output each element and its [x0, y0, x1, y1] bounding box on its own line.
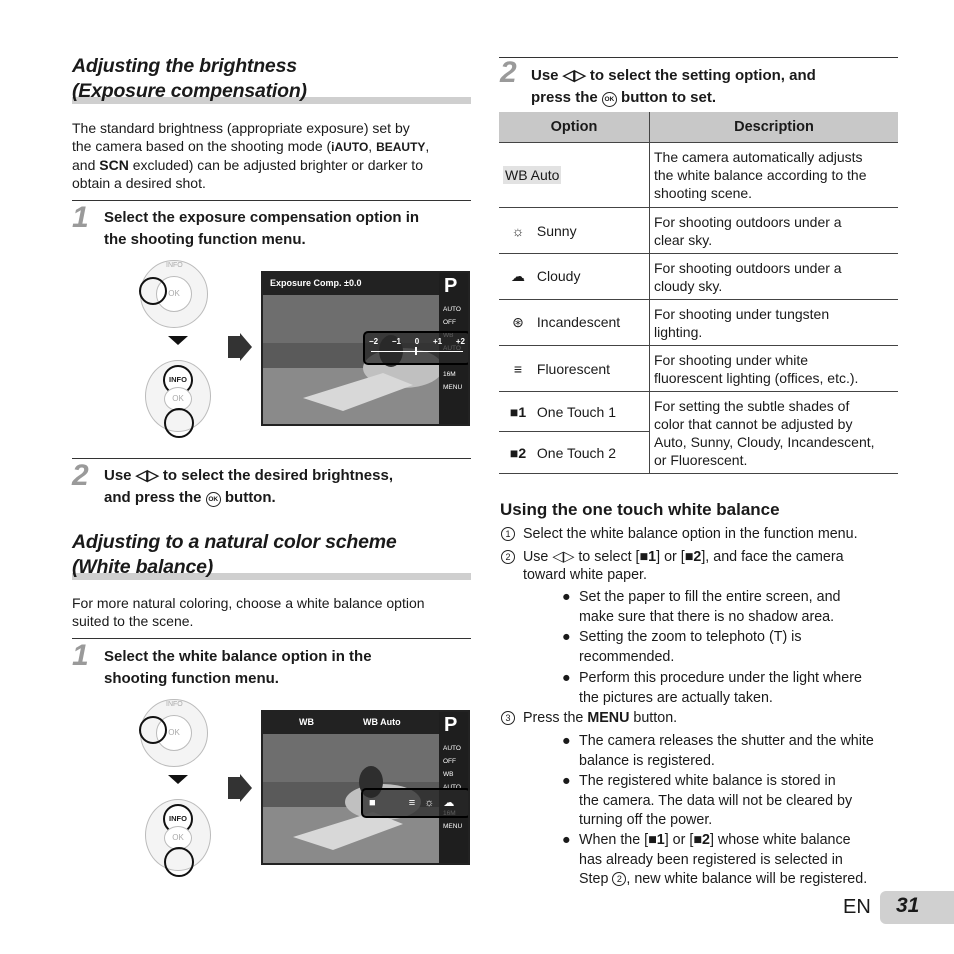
divider [72, 200, 471, 201]
option-label: WB Auto [505, 167, 560, 183]
procedure-step: 1 Select the white balance option in the function menu. [501, 525, 858, 545]
table-header: Option [499, 112, 650, 143]
divider [72, 638, 471, 639]
right-arrow-icon [240, 333, 252, 361]
table-row: ⊛ Incandescent For shooting under tungsten lighting. [499, 300, 898, 346]
step-number: 2 [500, 56, 517, 89]
one-touch-icon: ■ [369, 797, 376, 809]
down-arrow-icon [168, 775, 188, 784]
cloud-icon: ☁ [443, 797, 455, 809]
section-title-exposure: Adjusting the brightness (Exposure compensation) [72, 55, 307, 102]
highlight-circle [139, 277, 167, 305]
menu-button-label: MENU [587, 710, 630, 726]
right-arrow-icon [228, 777, 240, 799]
left-right-arrows-icon: ◁▷ [552, 549, 575, 565]
exposure-scale: −2 −1 0 +1 +2 [363, 331, 470, 365]
table-row: ■1 One Touch 1 For setting the subtle shades of color that cannot be adjusted by Auto, Sunny, Cloudy, Incandescent, or Fluorescent. [499, 392, 898, 432]
camera-screen-white-balance [261, 710, 470, 865]
table-row: ≡ Fluorescent For shooting under white fluorescent lighting (offices, etc.). [499, 346, 898, 392]
bullet: ● [562, 589, 571, 605]
one-touch-2-icon: ■2 [693, 832, 710, 848]
left-right-arrows-icon: ◁▷ [135, 467, 159, 484]
bullet: ● [562, 629, 571, 645]
one-touch-2-icon: ■2 [684, 549, 702, 565]
one-touch-1-icon: ■1 [639, 549, 657, 565]
step-number: 1 [72, 201, 89, 234]
wb-selector [361, 788, 470, 818]
program-mode-icon: P [444, 714, 458, 736]
option-label: One Touch 1 [536, 403, 617, 420]
subsection-title: Using the one touch white balance [500, 500, 780, 519]
bullet: ● [562, 733, 571, 749]
table-row: ☼ Sunny For shooting outdoors under a clear sky. [499, 208, 898, 254]
right-arrow-icon [228, 336, 240, 358]
cloud-icon: ☁ [511, 268, 525, 284]
exposure-intro: The standard brightness (appropriate exposure) set by the camera based on the shooting mode (iAUTO, BEAUTY, and SCN excluded) can be adjusted brighter or darker to obtain a desired shot. [72, 120, 430, 191]
one-touch-1-icon: ■1 [648, 832, 665, 848]
highlight-circle [164, 408, 194, 438]
ok-button-icon: OK [206, 492, 221, 507]
fluorescent-icon: ≡ [408, 797, 416, 809]
wb-intro: For more natural coloring, choose a white balance option suited to the scene. [72, 595, 425, 629]
screen-label: Exposure Comp. ±0.0 [270, 278, 362, 288]
bullet-text: Set the paper to fill the entire screen, and make sure that there is no shadow area. [579, 589, 841, 625]
language-label: EN [843, 896, 871, 918]
camera-screen-exposure [261, 271, 470, 426]
procedure-step: 2 Use ◁▷ to select [■1] or [■2], and face the camera [501, 548, 844, 568]
step-1-text: Select the white balance option in the shooting function menu. [104, 648, 372, 687]
bullet: ● [562, 670, 571, 686]
step-2-text: Use ◁▷ to select the desired brightness, and press the OK button. [104, 467, 393, 506]
bullet: ● [562, 832, 571, 848]
screen-label: WB [299, 717, 314, 727]
option-label: Cloudy [536, 268, 581, 284]
procedure-step: 3 Press the MENU button. [501, 709, 677, 729]
page-number: 31 [896, 894, 920, 917]
table-row: WB Auto The camera automatically adjusts the white balance according to the shooting scene. [499, 143, 898, 208]
table-header: Description [650, 112, 899, 143]
fluorescent-icon: ≡ [513, 360, 523, 377]
bullet-text: Setting the zoom to telephoto (T) is recommended. [579, 629, 802, 665]
left-right-arrows-icon: ◁▷ [562, 67, 586, 84]
table-row: ☁ Cloudy For shooting outdoors under a cloudy sky. [499, 254, 898, 300]
ok-button: OK [156, 276, 192, 312]
right-arrow-icon [240, 774, 252, 802]
bullet: ● [562, 773, 571, 789]
ok-button: OK [164, 826, 192, 850]
down-arrow-icon [168, 336, 188, 345]
one-touch-1-icon: ■1 [509, 403, 527, 420]
sun-icon: ☼ [424, 797, 435, 809]
one-touch-2-icon: ■2 [509, 444, 527, 461]
info-label: INFO [166, 262, 183, 269]
bullet-text: Perform this procedure under the light where the pictures are actually taken. [579, 670, 862, 706]
divider [499, 57, 898, 58]
option-label: Fluorescent [536, 360, 611, 377]
option-label: One Touch 2 [536, 444, 617, 461]
bullet-text: The camera releases the shutter and the white balance is registered. [579, 733, 874, 769]
highlight-circle [164, 847, 194, 877]
info-label: INFO [166, 701, 183, 708]
sun-icon: ☼ [511, 222, 525, 239]
bullet-text: The registered white balance is stored in the camera. The data will not be cleared by turning off the power. [579, 773, 853, 828]
option-label: Incandescent [536, 314, 621, 330]
step-1-text: Select the exposure compensation option in the shooting function menu. [104, 209, 420, 248]
highlight-circle [139, 716, 167, 744]
ok-button: OK [156, 715, 192, 751]
info-button-highlight: INFO [163, 804, 193, 834]
bulb-icon: ⊛ [512, 314, 524, 330]
step-number: 2 [72, 459, 89, 492]
step-2-text: Use ◁▷ to select the setting option, and press the OK button to set. [531, 67, 816, 106]
side-menu: AUTO OFF 16M MENU [443, 306, 463, 391]
ok-button-icon: OK [602, 92, 617, 107]
step-number: 1 [72, 639, 89, 672]
white-balance-table [499, 112, 898, 474]
ok-button: OK [164, 387, 192, 411]
program-mode-icon: P [444, 275, 458, 297]
procedure-step-cont: toward white paper. [523, 567, 647, 583]
section-title-white-balance: Adjusting to a natural color scheme (White balance) [72, 531, 397, 578]
info-button-highlight: INFO [163, 365, 193, 395]
option-label: Sunny [536, 222, 577, 239]
divider [72, 458, 471, 459]
side-menu: AUTO OFF WB MENU [443, 745, 463, 830]
screen-value: WB Auto [363, 717, 401, 727]
bullet-text: When the [■1] or [■2] whose white balance has already been registered is selected in Step 2 , new white balance will be registered. [579, 832, 868, 887]
